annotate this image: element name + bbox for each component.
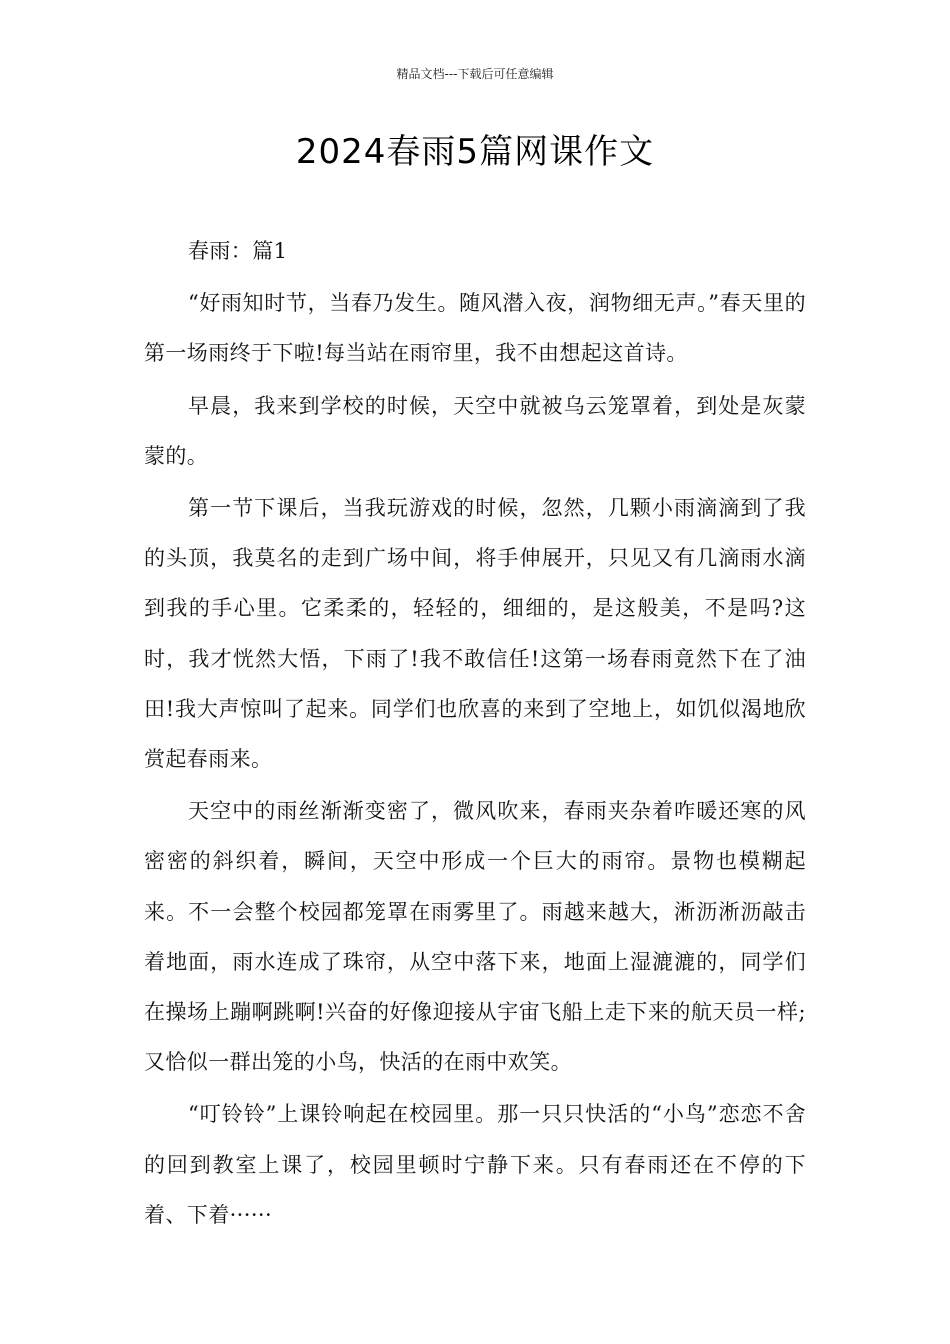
- paragraph: 第一节下课后，当我玩游戏的时候，忽然，几颗小雨滴滴到了我的头顶，我莫名的走到广场中间，将手伸展开，只见又有几滴雨水滴到我的手心里。它柔柔的，轻轻的，细细的，是这般美，不是吗?这时，我才恍然大悟，下雨了!我不敢信任!这第一场春雨竟然下在了油田!我大声惊叫了起来。同学们也欣喜的来到了空地上，如饥似渴地欣赏起春雨来。: [144, 496, 806, 772]
- document-title: 2024春雨5篇网课作文: [295, 132, 655, 172]
- section-heading: 春雨：篇1: [188, 239, 288, 263]
- document-body: [144, 226, 806, 1242]
- paragraph: “好雨知时节，当春乃发生。随风潜入夜，润物细无声。”春天里的第一场雨终于下啦!每当站在雨帘里，我不由想起这首诗。: [144, 291, 806, 366]
- paragraph: 天空中的雨丝渐渐变密了，微风吹来，春雨夹杂着咋暖还寒的风密密的斜织着，瞬间，天空中形成一个巨大的雨帘。景物也模糊起来。不一会整个校园都笼罩在雨雾里了。雨越来越大，淅沥淅沥敲击着地面，雨水连成了珠帘，从空中落下来，地面上湿漉漉的，同学们在操场上蹦啊跳啊!兴奋的好像迎接从宇宙飞船上走下来的航天员一样;又恰似一群出笼的小鸟，快活的在雨中欢笑。: [144, 799, 806, 1075]
- paragraph: “叮铃铃”上课铃响起在校园里。那一只只快活的“小鸟”恋恋不舍的回到教室上课了，校园里顿时宁静下来。只有春雨还在不停的下着、下着······: [144, 1102, 806, 1227]
- header-note: 精品文档---下载后可任意编辑: [396, 67, 554, 81]
- paragraph: 早晨，我来到学校的时候，天空中就被乌云笼罩着，到处是灰蒙蒙的。: [144, 393, 806, 468]
